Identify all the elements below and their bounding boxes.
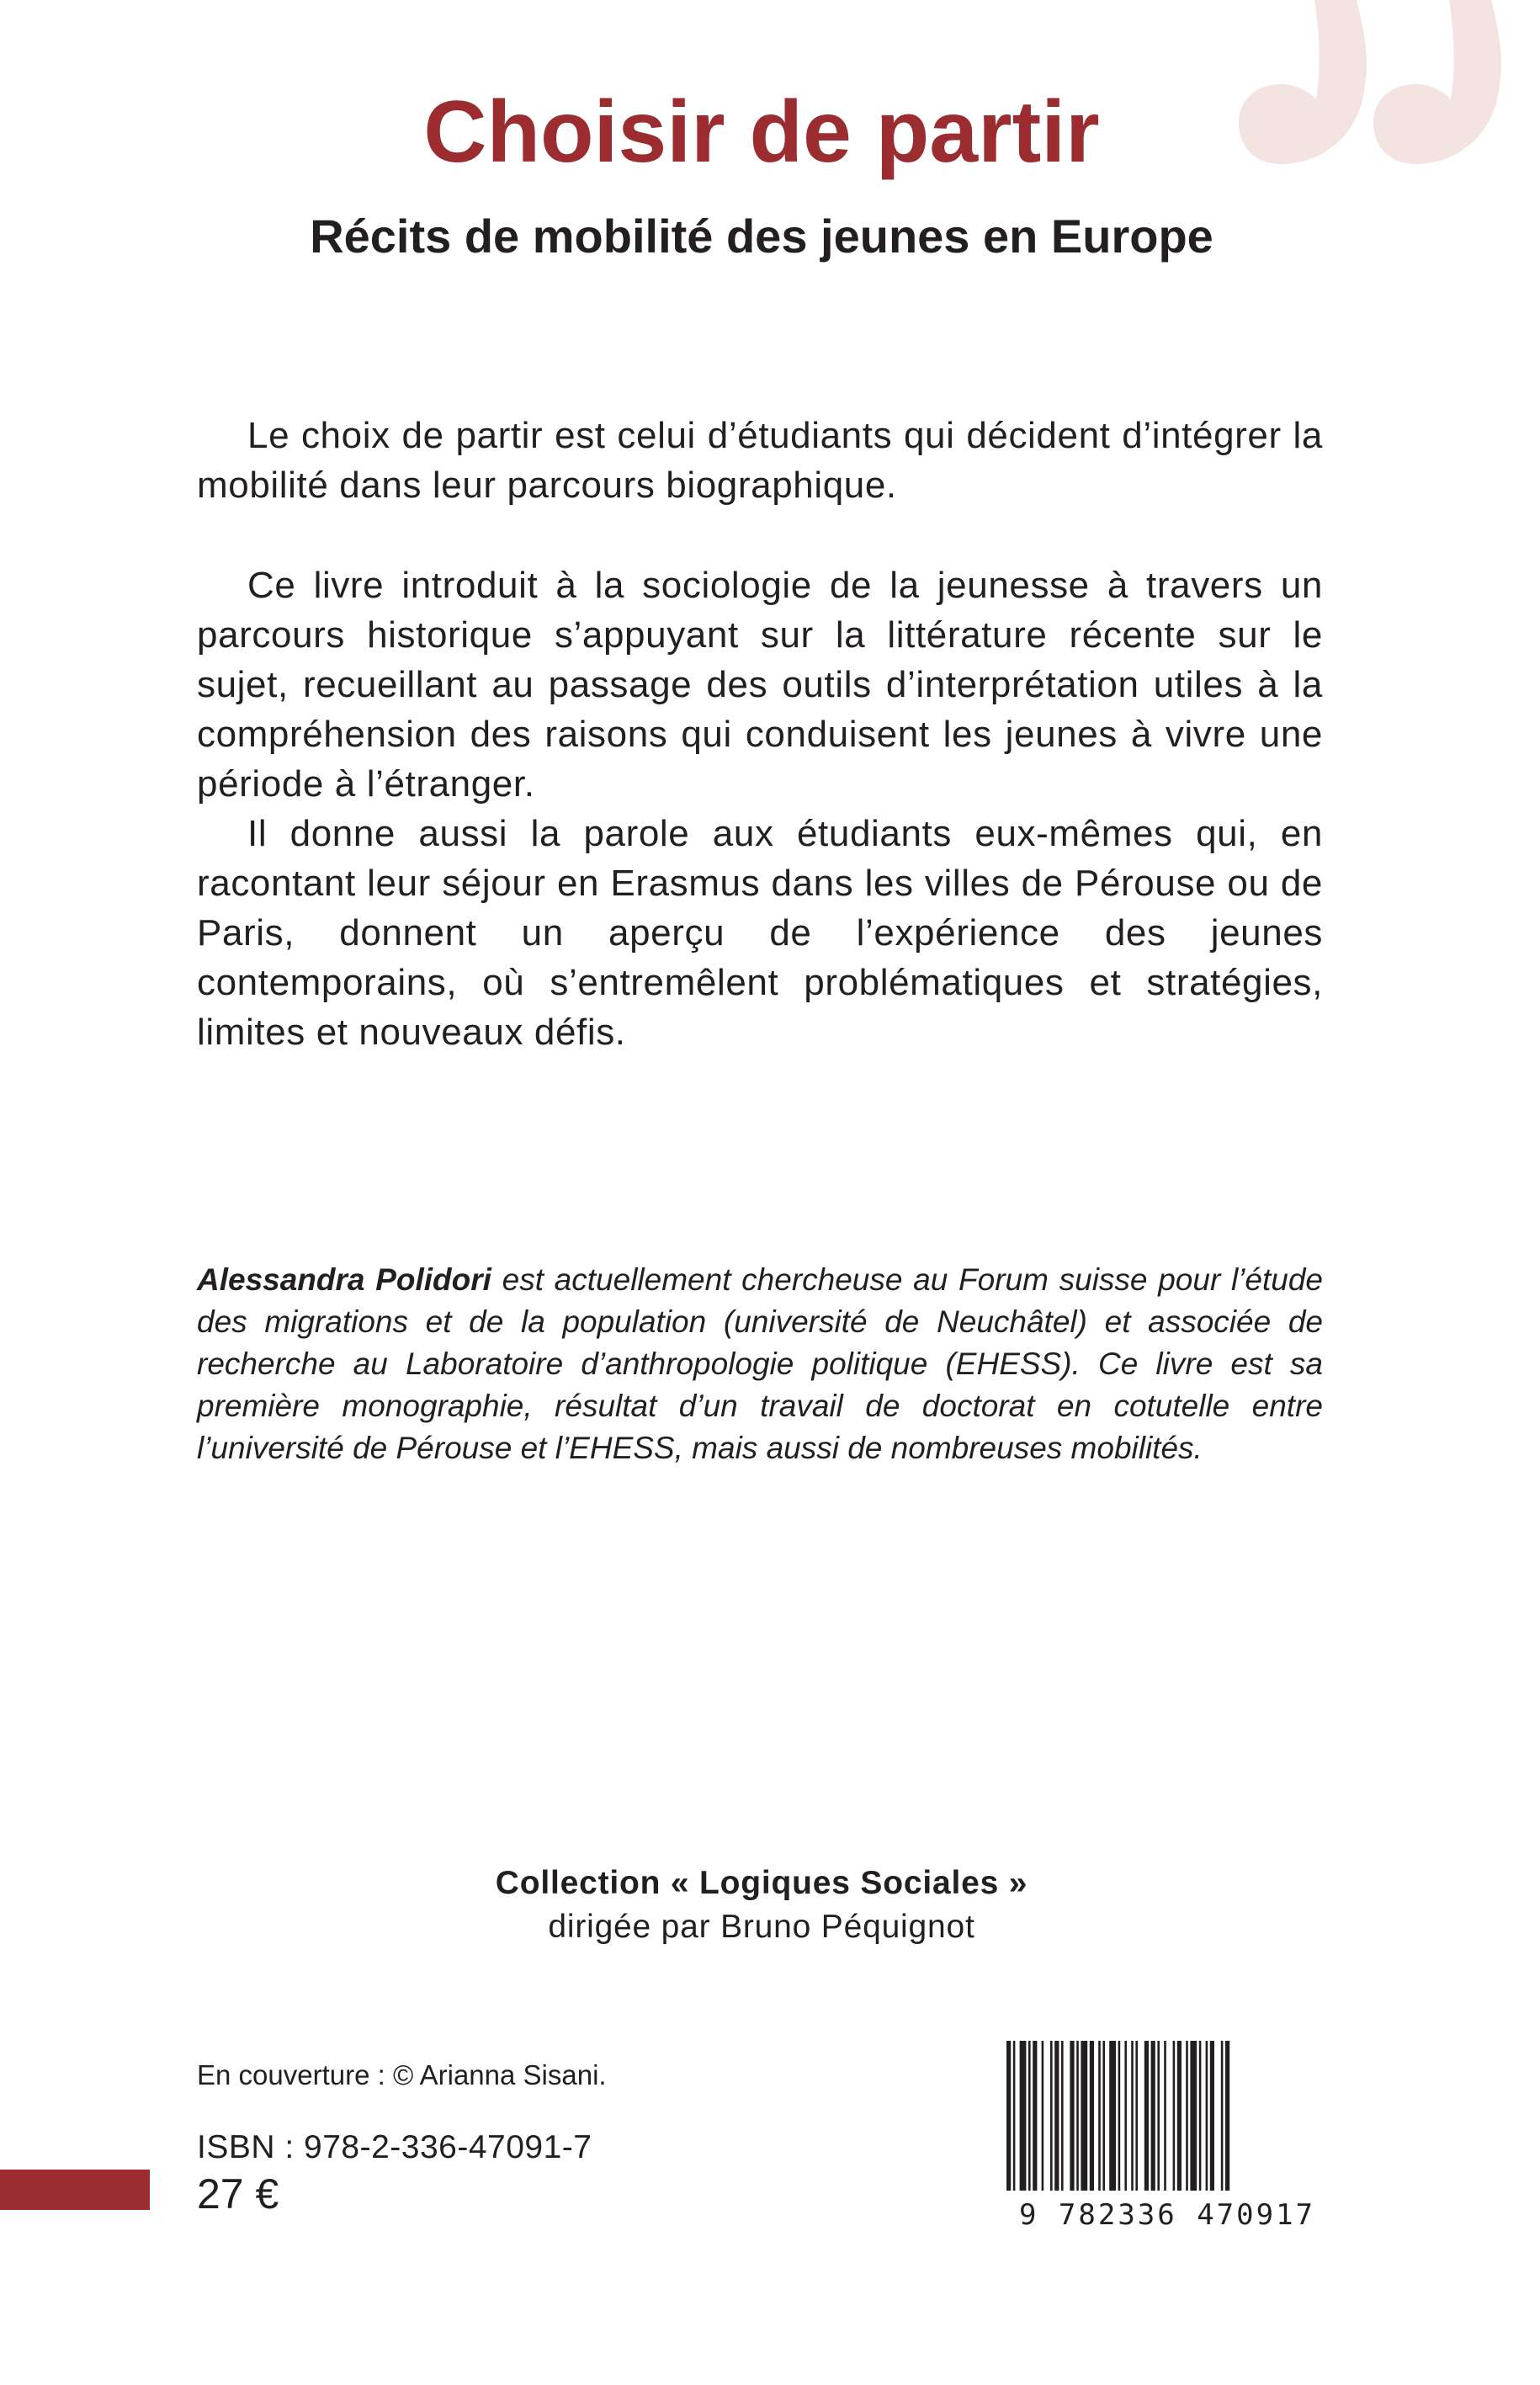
- book-subtitle: Récits de mobilité des jeunes en Europe: [310, 210, 1213, 263]
- barcode-bar: [1124, 2041, 1127, 2191]
- barcode-bar: [1054, 2041, 1059, 2191]
- blurb-block-2: [197, 560, 1323, 1057]
- barcode-bar: [1013, 2041, 1016, 2191]
- barcode-bar: [1144, 2041, 1149, 2191]
- barcode-bar: [1109, 2041, 1116, 2191]
- barcode-bar: [1221, 2041, 1224, 2191]
- barcode-bar: [1186, 2041, 1188, 2191]
- barcode-bar: [1042, 2041, 1044, 2191]
- barcode-bar: [1050, 2041, 1053, 2191]
- author-name: Alessandra Polidori: [197, 1262, 491, 1297]
- barcode-bar: [1070, 2041, 1074, 2191]
- barcode-number: 9 782336 470917: [1018, 2198, 1316, 2228]
- isbn: ISBN : 978-2-336-47091-7: [197, 2129, 592, 2165]
- barcode-bar: [1081, 2041, 1087, 2191]
- barcode: [1003, 2041, 1331, 2228]
- blurb-block-1: [197, 411, 1323, 510]
- barcode-bar: [1061, 2041, 1064, 2191]
- blurb-paragraph-3: Il donne aussi la parole aux étudiants eux-mêmes qui, en racontant leur séjour en Erasmus dans les villes de Pérouse ou de Paris, donnent un aperçu de l’expérience des jeunes contemporains, où s’entremêlent problématiques et stratégies, limites et nouveaux défis.: [197, 813, 1323, 1053]
- barcode-bar: [1151, 2041, 1155, 2191]
- barcode-bar: [1118, 2041, 1121, 2191]
- barcode-bar: [1190, 2041, 1197, 2191]
- barcode-bars: [1006, 2041, 1229, 2191]
- barcode-bar: [1098, 2041, 1101, 2191]
- author-bio: [197, 1259, 1323, 1469]
- cover-credit: En couverture : © Arianna Sisani.: [197, 2059, 607, 2090]
- barcode-bar: [1020, 2041, 1027, 2191]
- barcode-bar: [1199, 2041, 1202, 2191]
- collection-title: Collection « Logiques Sociales »: [495, 1865, 1028, 1901]
- barcode-bar: [1177, 2041, 1182, 2191]
- barcode-bar: [1164, 2041, 1166, 2191]
- blurb-paragraph-2: Ce livre introduit à la sociologie de la jeunesse à travers un parcours historique s’appuyant sur la littérature récente sur le sujet, recueillant au passage des outils d’interprétation utiles à la compréhension des raisons qui conduisent les jeunes à vivre une période à l’étranger.: [197, 565, 1323, 805]
- barcode-bar: [1090, 2041, 1094, 2191]
- collection-director: dirigée par Bruno Péquignot: [548, 1909, 975, 1945]
- collection-info: [0, 1862, 1523, 1949]
- barcode-bar: [1131, 2041, 1134, 2191]
- barcode-bar: [1102, 2041, 1105, 2191]
- blurb-paragraph-1: Le choix de partir est celui d’étudiants qui décident d’intégrer la mobilité dans leur parcours biographique.: [197, 415, 1323, 506]
- price: 27 €: [197, 2170, 279, 2218]
- barcode-bar: [1028, 2041, 1031, 2191]
- barcode-bar: [1173, 2041, 1176, 2191]
- author-bio-text: est actuellement chercheuse au Forum suisse pour l’étude des migrations et de la population (université de Neuchâtel) et associée de recherche au Laboratoire d’anthropologie politique (EHESS). Ce livre est sa première monographie, résultat d’un travail de doctorat en cotutelle entre l’université de Pérouse et l’EHESS, mais aussi de nombreuses mobilités.: [197, 1262, 1323, 1465]
- accent-bar: [0, 2170, 150, 2210]
- barcode-bar: [1210, 2041, 1214, 2191]
- barcode-bar: [1206, 2041, 1208, 2191]
- barcode-bar: [1135, 2041, 1138, 2191]
- barcode-bar: [1076, 2041, 1079, 2191]
- barcode-bar: [1157, 2041, 1160, 2191]
- barcode-bar: [1033, 2041, 1037, 2191]
- barcode-bar: [1225, 2041, 1229, 2191]
- barcode-bar: [1006, 2041, 1011, 2191]
- book-title: Choisir de partir: [423, 83, 1100, 181]
